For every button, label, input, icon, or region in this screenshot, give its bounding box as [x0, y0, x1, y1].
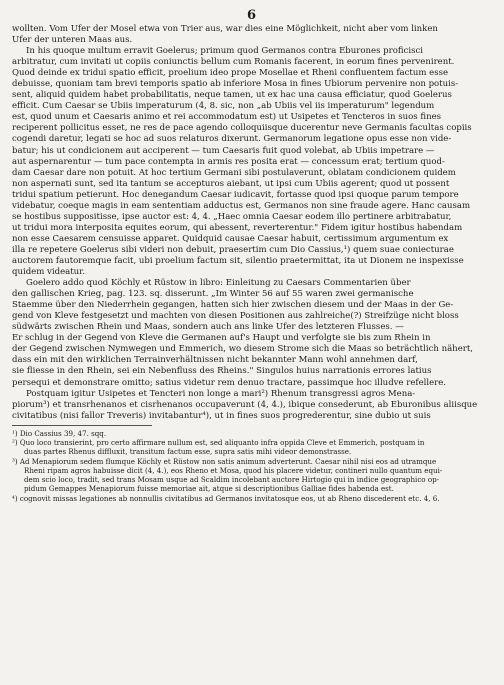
text-line: sie fliesse in den Rhein, sei ein Nebenfluss des Rheins." Singulos huius narrationis errores latius	[12, 366, 432, 377]
text-line: non esse Caesarem censuisse apparet. Quidquid causae Caesar habuit, certissimum argumentum ex	[12, 233, 449, 244]
text-line: Staemme über den Niederrhein gegangen, hatten sich hier zwischen diesem und der Maas in der Ge-	[12, 300, 454, 311]
page-number: 6	[246, 8, 258, 23]
text-line: Goelero addo quod Köchly et Rüstow in libro: Einleitung zu Caesars Commentarien über	[26, 278, 411, 289]
footnote-line: ³) Ad Menapiorum sedem flumque Köchly et Rüstow non satis animum adverterunt. Caesar nihil nisi eos ad utramque	[12, 456, 437, 466]
footnote-line: dem scio loco, tradit, sed trans Mosam usque ad Scaldim incolebant auctore Hirtogio qui in indice geographico op-	[24, 475, 440, 485]
footnotes	[12, 429, 492, 503]
text-line: piorum³) et transrhenanos et cisrhenanos occupaverunt (4, 4.), ibique consederunt, ab Eburonibus aliisque	[12, 399, 478, 410]
footnote-line: pidum Gemappes Menapiorum fuisse memoriae ait, atque si descriptionibus Galliae fides habenda est.	[24, 484, 394, 494]
text-line: arbitratur, cum invitati ut copiis coniunctis bellum cum Romanis facerent, in eorum fines pervenirent.	[12, 57, 455, 68]
text-line: reciperent pollicitus esset, ne res de pace agendo colloquiisque ducerentur neve Germanis facultas copiis	[12, 123, 472, 134]
text-line: ut tridui mora interposita equites eorum, qui abessent, reverterentur." Fidem igitur hostibus habendam	[12, 222, 463, 233]
text-line: tridui spatium petierunt. Hoc denegandum Caesar iudicavit, fortasse quod ipsi quoque parum tempore	[12, 189, 459, 200]
text-line: der Gegend zwischen Nymwegen und Emmerich, wo diesem Strome sich die Maas so beträchtlich nähert,	[12, 344, 473, 355]
text-line: non aspernati sunt, sed ita tantum se accepturos aiebant, ut ipsi cum Ubiis agerent; quod ut possent	[12, 178, 450, 189]
footnote-line: ⁴) cognovit missas legationes ab nonnullis civitatibus ad Germanos invitatosque eos, ut ab Rheno discederent etc. 4, 6.	[12, 493, 440, 503]
text-line: Postquam igitur Usipetes et Tencteri non longe a mari²) Rhenum transgressi agros Mena-	[26, 388, 416, 399]
text-line: gend von Kleve festgesetzt und machten von diesen Positionen aus zahlreiche(?) Streifzüge nicht bloss	[12, 311, 459, 322]
footnote-line: ²) Quo loco transierint, pro certo affirmare nullum est, sed aliquanto infra oppida Cleve et Emmerich, postquam in	[12, 437, 425, 447]
footnote-line: Rheni ripam agros habuisse dicit (4, 4.), eos Rheno et Mosa, quod his placere videtur, contineri nullo quantum equi-	[24, 465, 443, 475]
text-line: aut aspernarentur — tum pace contempta in armis res posita erat — concessum erat; tertium quod-	[12, 156, 445, 167]
text-line: civitatibus (nisi fallor Treveris) invitabantur⁴), ut in fines suos progrederentur, sine dubio ut suis	[12, 410, 431, 421]
text-line: südwärts zwischen Rhein und Maas, sondern auch ans linke Ufer des letzteren Flusses. —	[12, 322, 404, 333]
text-line: videbatur, coeque magis in eam sententiam adductus est, Germanos non sine fraude agere. Hanc causam	[12, 200, 471, 211]
text-line: Er schlug in der Gegend von Kleve die Germanen auf's Haupt und verfolgte sie bis zum Rhein in	[12, 333, 431, 344]
text-line: wollten. Vom Ufer der Mosel etwa von Trier aus, war dies eine Möglichkeit, nicht aber vom linken	[12, 24, 438, 34]
footnote-line: ¹) Dio Cassius 39, 47. sqq.	[12, 428, 107, 438]
text-line: dam Caesar dare non potuit. At hoc tertium Germani sibi postulaverunt, oblatam condicionem quidem	[12, 167, 456, 178]
text-line: se hostibus suppositisse, ipse auctor est: 4, 4. „Haec omnia Caesar eodem illo pertinere arbitrabatur,	[12, 211, 452, 222]
footnote-separator	[12, 425, 152, 426]
text-line: sent, aliquid quidem habet probabilitatis, neque tamen, ut ex hac una causa efficiatur, quod Goelerus	[12, 90, 452, 101]
text-line: auctorem fautoremque facit, ubi proelium factum sit, silentio praetermittat, ita ut Dionem ne inspexisse	[12, 255, 464, 266]
text-line: cogendi daretur, legati se hoc ad suos relaturos dixerunt. Germanorum legatione opus esse non vide-	[12, 134, 452, 145]
text-line: persequi et demonstrare omitto; satius videtur rem denuo tractare, passimque hoc illudve refellere.	[12, 377, 447, 388]
text-line: debuisse, quoniam tam brevi temporis spatio ab inferiore Mosa in fines Ubiorum pervenire non potuis-	[12, 79, 459, 90]
text-line: den gallischen Krieg, pag. 123. sq. disserunt. „Im Winter 56 auf 55 waren zwei germanische	[12, 289, 414, 300]
text-line: batur; his ut condicionem aut acciperent — tum Caesaris fuit quod volebat, ab Ubiis impetrare —	[12, 145, 435, 156]
text-line: illa re repetere Goelerus sibi videri non debuit, praesertim cum Dio Cassius,¹) quem suae coniecturae	[12, 244, 454, 255]
text-line: efficit. Cum Caesar se Ubiis imperaturum (4, 8. sic, non „ab Ubiis vel iis imperaturum" legendum	[12, 101, 435, 112]
text-line: Ufer der unteren Maas aus.	[12, 35, 133, 46]
text-line: quidem videatur.	[12, 267, 86, 278]
text-line: dass ein mit den wirklichen Terrainverhältnissen nicht bekannter Mann wohl annehmen darf,	[12, 355, 418, 366]
body-text	[12, 24, 492, 422]
text-line: In his quoque multum erravit Goelerus; primum quod Germanos contra Eburones proficisci	[26, 46, 424, 57]
footnote-line: duas partes Rhenus diffluxit, transitum factum esse, supra satis mihi videor demonstrasse.	[24, 447, 352, 457]
text-line: Quod deinde ex tridui spatio efficit, proelium ideo prope Mosellae et Rheni confluentem factum esse	[12, 68, 449, 79]
text-line: est, quod unum et Caesaris animo et rei accommodatum est) ut Usipetes et Tencteros in suos fines	[12, 112, 442, 123]
